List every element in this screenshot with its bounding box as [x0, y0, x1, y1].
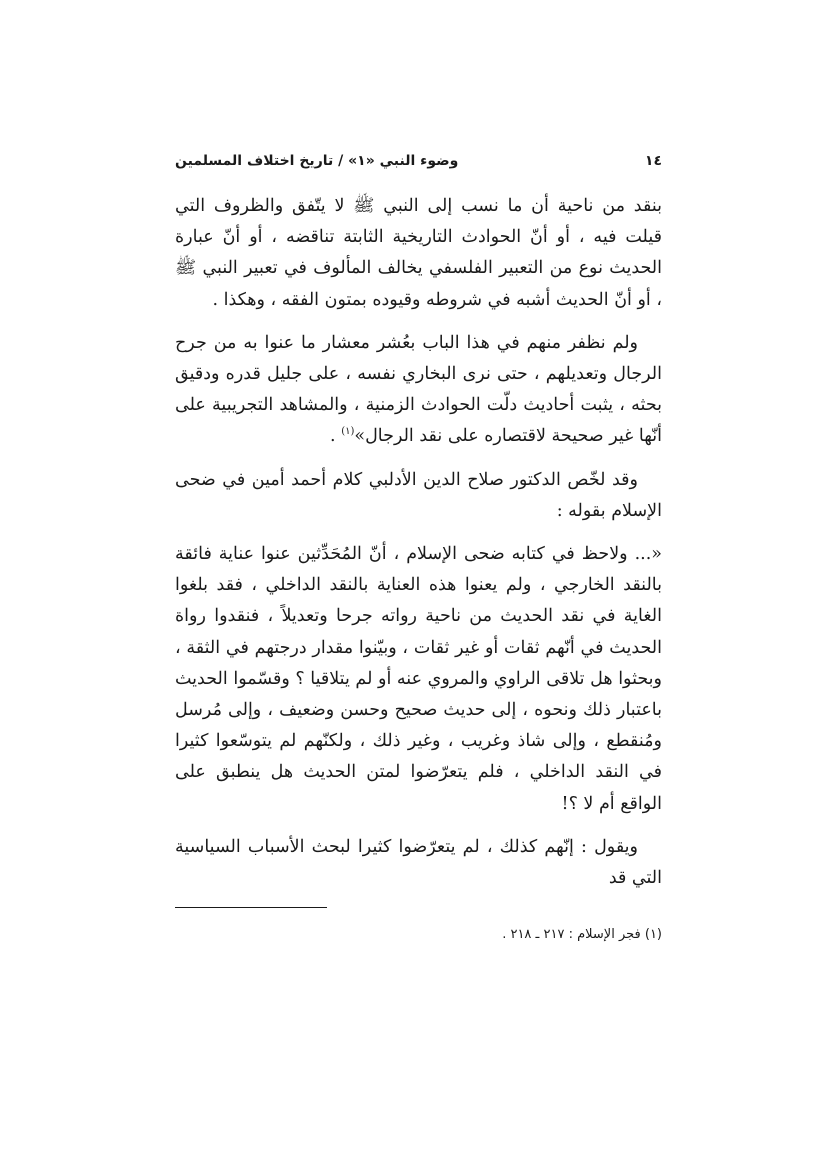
paragraph-2: [175, 328, 662, 453]
paragraph-1: بنقد من ناحية أن ما نسب إلى النبي ﷺ لا يتّفق والظروف التي قيلت فيه ، أو أنّ الحوادث التاريخية الثابتة تناقضه ، أو أنّ عبارة الحديث نوع من التعبير الفلسفي يخالف المألوف في تعبير النبي ﷺ ، أو أنّ الحديث أشبه في شروطه وقيوده بمتون الفقه ، وهكذا .: [175, 196, 662, 310]
footnote-divider: [175, 907, 327, 908]
paragraph-3: وقد لخّص الدكتور صلاح الدين الأدلبي كلام أحمد أمين في ضحى الإسلام بقوله :: [175, 469, 662, 521]
paragraph-2-text: ولم نظفر منهم في هذا الباب بعُشر معشار ما عنوا به من جرح الرجال وتعديلهم ، حتى نرى البخاري نفسه ، على جليل قدره ودقيق بحثه ، يثبت أحاديث دلّت الحوادث الزمنية ، والمشاهد التجريبية على أنّها غير صحيحة لاقتصاره على نقد الرجال»: [175, 332, 662, 447]
book-page: [175, 145, 662, 965]
footnote: (١) فجر الإسلام : ٢١٧ ـ ٢١٨ .: [502, 927, 662, 942]
paragraph-2-tail: .: [330, 426, 342, 447]
running-title: وضوء النبي «١» / تاريخ اختلاف المسلمين: [175, 153, 459, 169]
footnote-marker: (١): [341, 426, 355, 438]
page-number: ١٤: [644, 153, 662, 169]
page-header: [175, 153, 662, 179]
paragraph-5: ويقول : إنّهم كذلك ، لم يتعرّضوا كثيرا لبحث الأسباب السياسية التي قد: [175, 836, 662, 889]
body-text: [175, 191, 662, 894]
paragraph-4-quote: «... ولاحظ في كتابه ضحى الإسلام ، أنّ المُحَدِّثين عنوا عناية فائقة بالنقد الخارجي ، ولم يعنوا هذه العناية بالنقد الداخلي ، فقد بلغوا الغاية في نقد الحديث من ناحية رواته جرحا وتعديلاً ، فنقدوا رواة الحديث في أنّهم ثقات أو غير ثقات ، وبيّنوا مقدار درجتهم في الثقة ، وبحثوا هل تلاقى الراوي والمروي عنه أو لم يتلاقيا ؟ وقسّموا الحديث باعتبار ذلك ونحوه ، إلى حديث صحيح وحسن وضعيف ، وإلى مُرسل ومُنقطع ، وإلى شاذ وغريب ، وغير ذلك ، ولكنّهم لم يتوسّعوا كثيرا في النقد الداخلي ، فلم يتعرّضوا لمتن الحديث هل ينطبق على الواقع أم لا ؟!: [175, 544, 662, 814]
